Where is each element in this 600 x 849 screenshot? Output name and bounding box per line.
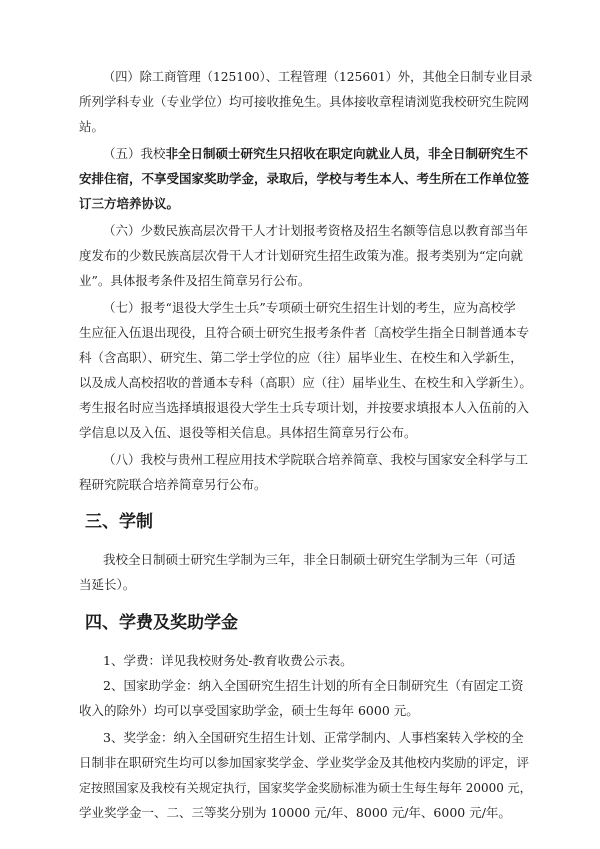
- para5-line-2: 安排住宿，不享受国家奖助学金，录取后，学校与考生本人、考生所在工作单位签: [79, 171, 530, 186]
- para5-line-1-lead: （五）我校: [103, 146, 166, 161]
- para4-line-3: 站。: [79, 119, 105, 134]
- para7-line-5: 考生报名时应当选择填报退役大学生士兵专项计划，并按要求填报本人入伍前的入: [79, 400, 530, 415]
- para7-line-3: 科（含高职）、研究生、第二学士学位的应（往）届毕业生、在校生和入学新生，: [79, 350, 523, 365]
- scholarship-item-line-4: 学业奖学金一、二、三等奖分别为 10000 元/年、8000 元/年、6000 元/年。: [79, 805, 511, 820]
- para6-line-1: （六）少数民族高层次骨干人才计划报考资格及招生名额等信息以教育部当年: [103, 223, 529, 238]
- para5-line-1-bold: 非全日制硕士研究生只招收在职定向就业人员，非全日制研究生不: [165, 146, 529, 161]
- grant-item-line-1: 2、国家助学金：纳入全国研究生招生计划的所有全日制研究生（有固定工资: [103, 678, 524, 693]
- para6-line-3: 业”。具体报考条件及招生简章另行公布。: [79, 273, 311, 288]
- scholarship-item-line-3: 定按照国家及我校有关规定执行，国家奖学金奖励标准为硕士生每生每年 20000 元，: [79, 781, 532, 795]
- section-3-heading: 三、学制: [85, 512, 153, 532]
- section-4-heading: 四、学费及奖助学金: [85, 613, 238, 633]
- para5-line-3: 订三方培养协议。: [79, 196, 180, 211]
- para5-line-1: [103, 146, 528, 162]
- para4-line-1: （四）除工商管理（125100）、工程管理（125601）外，其他全日制专业目录: [103, 70, 533, 84]
- scholarship-item-line-1: 3、奖学金：纳入全国研究生招生计划、正常学制内、人事档案转入学校的全: [103, 730, 524, 745]
- fees-item: 1、学费：详见我校财务处-教育收费公示表。: [103, 653, 353, 668]
- para7-line-2: 生应征入伍退出现役，且符合硕士研究生报考条件者〔高校学生指全日制普通本专: [79, 325, 530, 340]
- para7-line-4: 以及成人高校招收的普通本专科（高职）应（往）届毕业生、在校生和入学新生）。: [79, 375, 532, 390]
- grant-item-line-2: 收入的除外）均可以享受国家助学金，硕士生每年 6000 元。: [79, 703, 419, 718]
- para8-line-2: 程研究院联合培养简章另行公布。: [79, 477, 267, 492]
- para8-line-1: （八）我校与贵州工程应用技术学院联合培养简章、我校与国家安全科学与工: [103, 452, 529, 467]
- para7-line-1: （七）报考“退役大学生士兵”专项硕士研究生招生计划的考生，应为高校学: [103, 300, 516, 315]
- para6-line-2: 度发布的少数民族高层次骨干人才计划研究生招生政策为准。报考类别为“定向就: [79, 248, 523, 263]
- section3-line-1: 我校全日制硕士研究生学制为三年，非全日制硕士研究生学制为三年（可适: [103, 552, 516, 567]
- para4-line-2: 所列学科专业（专业学位）均可接收推免生。具体接收章程请浏览我校研究生院网: [79, 94, 530, 109]
- para7-line-6: 学信息以及入伍、退役等相关信息。具体招生简章另行公布。: [79, 425, 417, 440]
- section3-line-2: 当延长）。: [79, 577, 136, 592]
- scholarship-item-line-2: 日制非在职研究生均可以参加国家奖学金、学业奖学金及其他校内奖励的评定，评: [79, 755, 530, 770]
